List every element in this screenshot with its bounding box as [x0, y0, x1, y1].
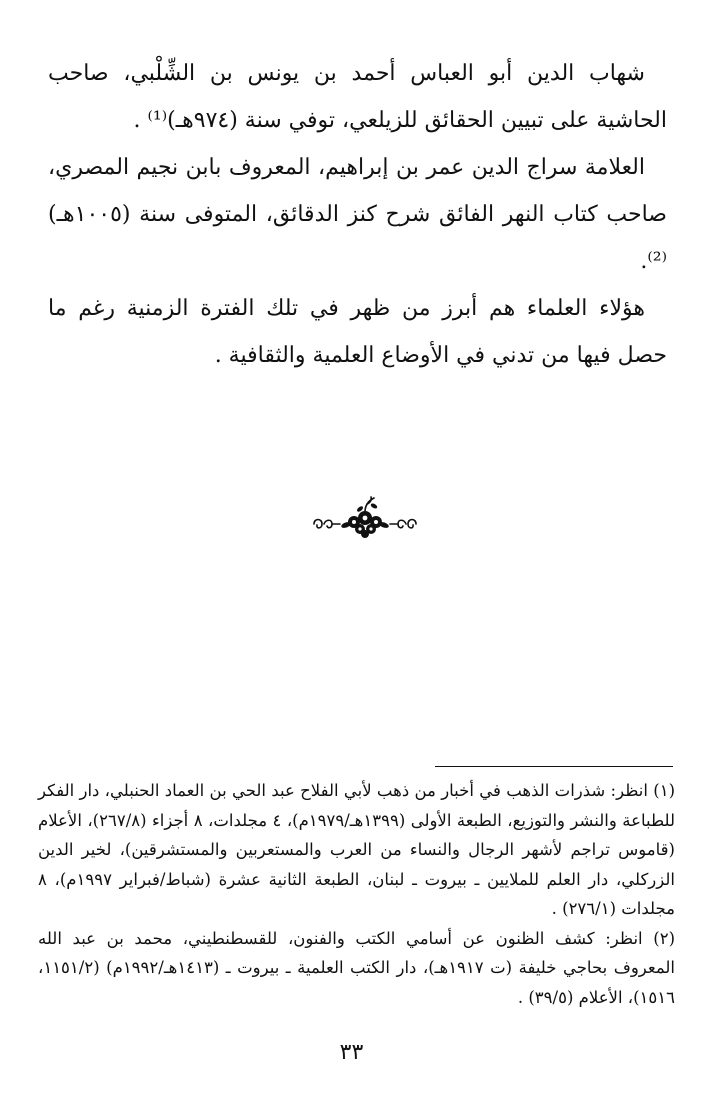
page-number: ٣٣: [339, 1040, 364, 1065]
footnote-separator: [435, 766, 673, 767]
paragraph-ibn-al-shilbi: شهاب الدين أبو العباس أحمد بن يونس بن الشِّلْبي، صاحب الحاشية على تبيين الحقائق للزيلعي، توفي سنة (٩٧٤هـ)⁽¹⁾ .: [48, 61, 667, 133]
main-text: [48, 50, 667, 379]
footnotes: [38, 776, 675, 1012]
paragraph-conclusion: هؤلاء العلماء هم أبرز من ظهر في تلك الفترة الزمنية رغم ما حصل فيها من تدني في الأوضاع العلمية والثقافية .: [48, 296, 667, 368]
footnote-1: (١) انظر: شذرات الذهب في أخبار من ذهب لأبي الفلاح عبد الحي بن العماد الحنبلي، دار الفكر للطباعة والنشر والتوزيع، الطبعة الأولى (١٣٩٩هـ/١٩٧٩م)، ٤ مجلدات، ٨ أجزاء (٢٦٧/٨)، الأعلام (قاموس تراجم لأشهر الرجال والنساء من العرب والمستعربين والمستشرقين)، لخير الدين الزركلي، دار العلم للملايين ـ بيروت ـ لبنان، الطبعة الثانية عشرة (شباط/فبراير ١٩٩٧م)، ٨ مجلدات (٢٧٦/١) .: [38, 781, 675, 918]
floral-ornament-icon: [310, 494, 420, 540]
paragraph-ibn-nujaim: العلامة سراج الدين عمر بن إبراهيم، المعروف بابن نجيم المصري، صاحب كتاب النهر الفائق شرح كنز الدقائق، المتوفى سنة (١٠٠٥هـ)⁽²⁾.: [48, 155, 667, 274]
footnote-2: (٢) انظر: كشف الظنون عن أسامي الكتب والفنون، للقسطنطيني، محمد بن عبد الله المعروف بحاجي خليفة (ت ١٩١٧هـ)، دار الكتب العلمية ـ بيروت ـ (١٤١٣هـ/١٩٩٢م) (١١٥١/٢، ١٥١٦)، الأعلام (٣٩/٥) .: [38, 928, 675, 1007]
